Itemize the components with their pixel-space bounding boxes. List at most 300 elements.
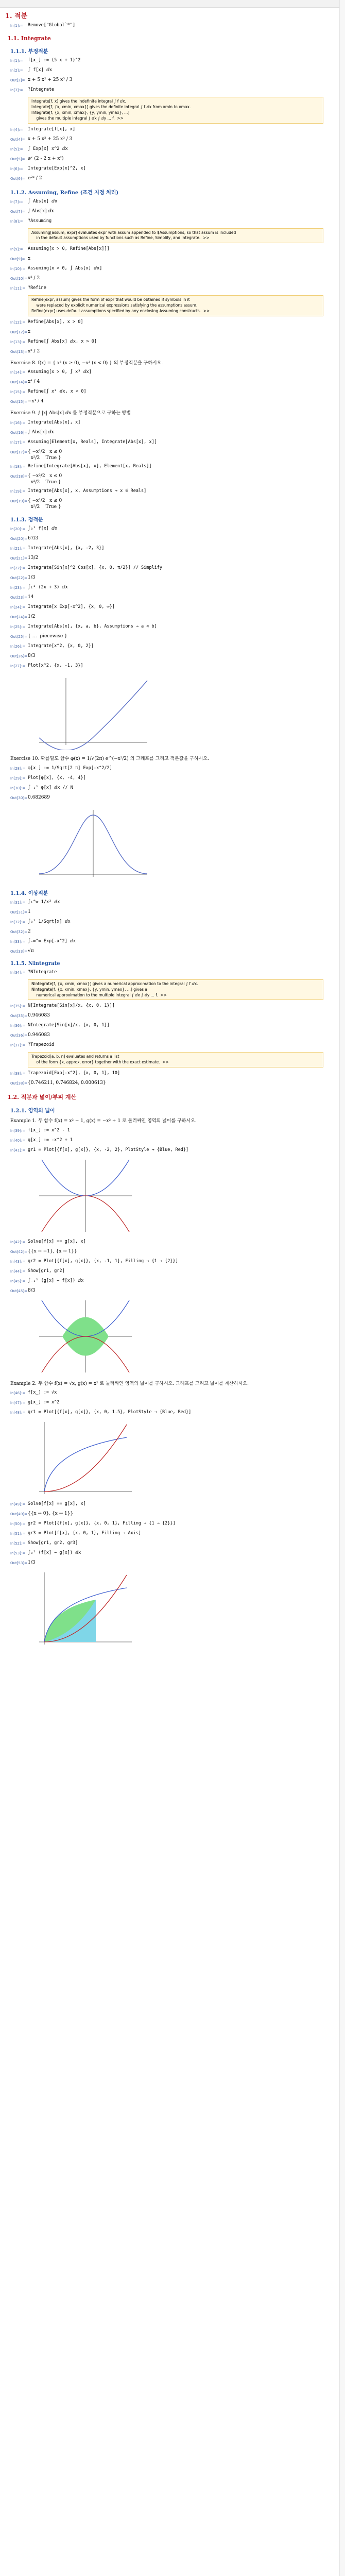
subsection-region-area: 1.2.1. 영역의 넓이	[10, 1108, 55, 1114]
cell-content[interactable]: Refine[Abs[x], x > 0]	[28, 319, 83, 325]
cell-content: x⁴ / 4	[28, 379, 40, 385]
parabola-graph	[34, 673, 152, 750]
cell-content[interactable]: Trapezoid[Exp[-x^2], {x, 0, 1}, 10]	[28, 1071, 120, 1076]
cell-content[interactable]: ∫₋₁¹ (g[x] − f[x]) ⅆx	[28, 1278, 84, 1283]
cell-content[interactable]: ?Trapezoid	[28, 1042, 55, 1048]
cell-content[interactable]: Integrate[Exp[x]^2, x]	[28, 165, 86, 171]
input-cell[interactable]	[10, 624, 337, 631]
cell-label: In[23]:=	[10, 586, 26, 590]
input-cell[interactable]	[10, 1071, 337, 1078]
cell-content[interactable]: Assuming[x > 0, Refine[Abs[x]]]	[28, 246, 110, 252]
cell-content[interactable]: φ[x_] := 1/Sqrt[2 π] Exp[-x^2/2]	[28, 765, 112, 771]
cell-group-m	[3, 1071, 337, 1088]
input-cell[interactable]	[10, 1239, 337, 1246]
sqrt-square-graph	[34, 1419, 137, 1497]
cell-label: In[43]:=	[10, 1259, 26, 1264]
input-cell[interactable]	[10, 643, 337, 651]
cell-content: 1/2	[28, 614, 36, 620]
cell-content[interactable]: ∫₋∞^∞ Exp[-x^2] ⅆx	[28, 938, 76, 944]
cell-label: In[22]:=	[10, 566, 26, 571]
notebook-document	[3, 7, 337, 1652]
cell-label: Out[23]=	[10, 596, 27, 600]
cell-label: In[16]:=	[10, 421, 26, 426]
output-cell[interactable]	[10, 536, 337, 543]
subsection-indefinite: 1.1.1. 부정적분	[10, 49, 48, 55]
input-cell[interactable]	[10, 785, 337, 792]
input-cell[interactable]	[10, 1531, 337, 1538]
cell-content[interactable]: Integrate[x Exp[-x^2], {x, 0, ∞}]	[28, 604, 115, 610]
two-parabolas-graph	[34, 1157, 137, 1234]
output-cell[interactable]	[10, 1249, 337, 1256]
cell-content[interactable]: Show[gr1, gr2, gr3]	[28, 1540, 78, 1546]
cell-content: 8/3	[28, 1287, 36, 1293]
output-cell[interactable]	[10, 1013, 337, 1020]
cell-content: 0.946083	[28, 1032, 50, 1038]
output-cell[interactable]	[10, 575, 337, 582]
plot-filled-region	[34, 1298, 337, 1377]
info-box-trapezoid: Trapezoid[a, b, n] evaluates and returns a list of the form {x, approx, error} together with the exact estimate. >>	[28, 1052, 323, 1067]
cell-label: Out[25]=	[10, 635, 27, 639]
cell-group-n	[3, 1128, 337, 1155]
cell-label: Out[45]=	[10, 1289, 27, 1293]
output-cell[interactable]	[10, 449, 337, 461]
cell-label: Out[24]=	[10, 615, 27, 620]
input-cell[interactable]	[10, 1390, 337, 1397]
cell-group-q	[3, 1501, 337, 1567]
cell-content: ⅇˣ (2 - 2 x + x²)	[28, 156, 64, 161]
input-cell[interactable]	[10, 546, 337, 553]
output-cell[interactable]	[10, 795, 337, 802]
input-cell[interactable]	[10, 766, 337, 773]
output-cell[interactable]	[10, 156, 337, 163]
cell-label: In[51]:=	[10, 1532, 26, 1536]
cell-content[interactable]: f[x_] := √x	[28, 1390, 57, 1396]
input-cell[interactable]	[10, 218, 337, 226]
cell-content: {0.746211, 0.746824, 0.000613}	[28, 1080, 106, 1086]
input-cell[interactable]	[10, 319, 337, 327]
output-cell[interactable]	[10, 176, 337, 183]
sqrt-square-filled-graph	[34, 1570, 137, 1647]
cell-label: In[11]:=	[10, 286, 26, 291]
cell-content: 1/3	[28, 575, 36, 581]
input-cell[interactable]	[10, 939, 337, 946]
output-cell[interactable]	[10, 634, 337, 641]
cell-label: Out[15]=	[10, 400, 27, 404]
cell-label: Out[22]=	[10, 576, 27, 581]
plot-normal	[34, 805, 337, 884]
cell-content[interactable]: Integrate[Abs[x], x, Assumptions → x ∈ Reals]	[28, 488, 147, 494]
input-cell[interactable]	[10, 604, 337, 612]
cell-label: Out[9]=	[10, 257, 25, 262]
cell-label: Out[36]=	[10, 1033, 27, 1038]
cell-content[interactable]: g[x_] := x^2	[28, 1400, 60, 1405]
exercise-10: Exercise 10. 확률밀도 함수 φ(x) = 1/√(2π) e^(−x²/2) 의 그래프를 그리고 적분값을 구하시오.	[10, 756, 209, 762]
cell-group-k	[3, 970, 337, 977]
input-cell[interactable]	[10, 1410, 337, 1417]
cell-content[interactable]: Integrate[x^2, {x, 0, 2}]	[28, 643, 94, 649]
cell-content[interactable]: Solve[f[x] == g[x], x]	[28, 1501, 86, 1507]
cell-group-g	[3, 420, 337, 510]
cell-content[interactable]: ∫ f[x] ⅆx	[28, 67, 52, 73]
cell-content: ∫ Abs[x] ⅆx	[28, 208, 54, 214]
cell-label: In[47]:=	[10, 1401, 26, 1405]
cell-content[interactable]: Assuming[Element[x, Reals], Integrate[Abs[x], x]]	[28, 439, 157, 445]
section-area: 1.2. 적분과 넓이/부피 계산	[7, 1094, 77, 1101]
top-cell[interactable]	[10, 23, 337, 30]
cell-group-f	[3, 369, 337, 406]
plot-parabola	[34, 673, 337, 752]
cell-label: Out[30]=	[10, 795, 27, 800]
output-cell[interactable]	[10, 555, 337, 563]
cell-label: Out[12]=	[10, 330, 27, 334]
cell-content[interactable]: f[x_] := x^2 - 1	[28, 1127, 70, 1133]
input-cell[interactable]	[10, 1521, 337, 1528]
cell-content: −x⁴ / 4	[28, 399, 44, 404]
input-cell[interactable]	[10, 246, 337, 253]
input-cell[interactable]	[10, 970, 337, 977]
cell-label: In[27]:=	[10, 664, 26, 669]
cell-group-b	[3, 127, 337, 183]
input-cell[interactable]	[10, 1268, 337, 1276]
cell-content[interactable]: gr2 = Plot[{f[x], g[x]}, {x, -1, 1}, Filling → {1 → {2}}]	[28, 1258, 178, 1264]
input-cell[interactable]	[10, 1003, 337, 1010]
cell-label: In[1]:=	[10, 24, 23, 28]
cell-content[interactable]: Plot[φ[x], {x, -4, 4}]	[28, 775, 86, 781]
cell-label: Out[2]=	[10, 78, 25, 82]
cell-label: In[39]:=	[10, 1128, 26, 1133]
input-cell[interactable]	[10, 1550, 337, 1557]
cell-content: 0.682689	[28, 794, 50, 800]
cell-content: { −x²/2 x ≤ 0 x²/2 True }	[28, 473, 62, 485]
output-cell[interactable]	[10, 209, 337, 216]
cell-label: In[49]:=	[10, 1502, 26, 1507]
cell-content[interactable]: Plot[x^2, {x, -1, 3}]	[28, 663, 83, 669]
cell-label: Out[33]=	[10, 949, 27, 954]
input-cell[interactable]	[10, 67, 337, 75]
input-cell[interactable]	[10, 389, 337, 396]
input-cell[interactable]	[10, 420, 337, 427]
cell-label: In[36]:=	[10, 1024, 26, 1028]
input-cell[interactable]	[10, 775, 337, 783]
plot-sqrt-square-filled	[34, 1570, 337, 1649]
cell-label: Out[7]=	[10, 209, 25, 214]
output-cell[interactable]	[10, 909, 337, 917]
input-cell[interactable]	[10, 1147, 337, 1155]
cell-label: Out[49]=	[10, 1512, 27, 1517]
cell-content: x² / 2	[28, 276, 40, 281]
cell-label: Out[5]=	[10, 157, 25, 161]
input-cell[interactable]	[10, 166, 337, 173]
subsection-assuming: 1.1.2. Assuming, Refine (조건 지정 처리)	[10, 190, 119, 196]
cell-label: In[44]:=	[10, 1269, 26, 1274]
cell-label: In[32]:=	[10, 920, 26, 924]
input-cell[interactable]	[10, 663, 337, 670]
cell-label: Out[38]=	[10, 1081, 27, 1086]
cell-label: In[34]:=	[10, 970, 26, 975]
input-cell[interactable]	[10, 585, 337, 592]
output-cell[interactable]	[10, 473, 337, 485]
cell-label: In[13]:=	[10, 340, 26, 344]
cell-content[interactable]: ∫ Abs[x] ⅆx	[28, 198, 58, 204]
output-cell[interactable]	[10, 276, 337, 283]
subsection-improper: 1.1.4. 이상적분	[10, 890, 48, 896]
cell-content[interactable]: Integrate[Abs[x], {x, a, b}, Assumptions → a < b]	[28, 624, 157, 630]
cell-content[interactable]: Integrate[Abs[x], {x, -2, 3}]	[28, 546, 105, 551]
cell-label: In[26]:=	[10, 645, 26, 649]
cell-label: In[33]:=	[10, 939, 26, 944]
input-cell[interactable]	[10, 1042, 337, 1049]
output-cell[interactable]	[10, 349, 337, 356]
cell-label: In[29]:=	[10, 776, 26, 781]
output-cell[interactable]	[10, 595, 337, 602]
cell-label: In[41]:=	[10, 1148, 26, 1153]
cell-content[interactable]: ∫₀¹ f[x] ⅆx	[28, 526, 58, 532]
input-cell[interactable]	[10, 369, 337, 377]
input-cell[interactable]	[10, 565, 337, 572]
input-cell[interactable]	[10, 488, 337, 496]
input-cell[interactable]	[10, 339, 337, 346]
info-box-refine: Refine[expr, assum] gives the form of expr that would be obtained if symbols in it were replaced by explicit numerical expressions satisfying the assumptions assum. Refine[expr] uses default assumptions specified by any enclosing Assuming constructs. >>	[28, 295, 323, 316]
input-cell[interactable]	[10, 1400, 337, 1407]
cell-content: x² / 2	[28, 348, 40, 354]
cell-label: Out[14]=	[10, 380, 27, 385]
cell-content[interactable]: Refine[∫ x³ ⅆx, x < 0]	[28, 389, 87, 395]
cell-label: In[21]:=	[10, 547, 26, 551]
cell-label: In[48]:=	[10, 1411, 26, 1415]
cell-content: ∫ Abs[x] ⅆx	[28, 430, 54, 435]
cell-label: Out[18]=	[10, 474, 27, 479]
cell-content[interactable]: Integrate[Abs[x], x]	[28, 420, 81, 426]
exercise-9: Exercise 9. ∫ |x| Abs[x] ⅆx 를 부정적분으로 구하는 방법	[10, 411, 131, 416]
subsection-definite: 1.1.3. 정적분	[10, 517, 43, 523]
cell-content[interactable]: ∫₋₁¹ φ[x] ⅆx // N	[28, 785, 73, 790]
cell-content[interactable]: Integrate[f[x], x]	[28, 126, 76, 132]
cell-content: { −x²/2 x ≤ 0 x²/2 True }	[28, 498, 62, 510]
cell-content[interactable]: ∫₁³ (2x + 3) ⅆx	[28, 585, 68, 590]
input-cell[interactable]	[10, 919, 337, 926]
cell-label: In[6]:=	[10, 166, 23, 171]
cell-label: In[7]:=	[10, 199, 23, 204]
input-cell[interactable]	[10, 1128, 337, 1135]
cell-content[interactable]: gr3 = Plot[f[x], {x, 0, 1}, Filling → Axis]	[28, 1531, 142, 1536]
cell-label: In[9]:=	[10, 247, 23, 252]
input-cell[interactable]	[10, 900, 337, 907]
cell-label: Out[21]=	[10, 556, 27, 561]
input-cell[interactable]	[10, 58, 337, 65]
cell-content: 14	[28, 595, 34, 600]
cell-content[interactable]: gr1 = Plot[{f[x], g[x]}, {x, -2, 2}, PlotStyle → {Blue, Red}]	[28, 1147, 189, 1153]
output-cell[interactable]	[10, 614, 337, 621]
cell-content: x + 5 x² + 25 x³ / 3	[28, 77, 73, 82]
input-cell[interactable]	[10, 1540, 337, 1548]
output-cell[interactable]	[10, 329, 337, 336]
example-2: Example 2. 두 함수 f(x) = √x, g(x) = x² 로 둘러싸인 영역의 넓이를 구하시오. 그래프를 그리고 넓이를 계산하시오.	[10, 1381, 249, 1386]
subsection-nintegrate: 1.1.5. NIntegrate	[10, 960, 60, 967]
cell-content[interactable]: gr2 = Plot[{f[x], g[x]}, {x, 0, 1}, Filling → {1 → {2}}]	[28, 1521, 176, 1527]
cell-content[interactable]: Refine[Integrate[Abs[x], x], Element[x, Reals]]	[28, 464, 152, 469]
cell-label: In[20]:=	[10, 527, 26, 532]
cell-content: { … piecewise }	[28, 634, 67, 639]
input-cell[interactable]	[10, 199, 337, 206]
cell-content[interactable]: N[Integrate[Sin[x]/x, {x, 0, 1}]]	[28, 1003, 115, 1009]
cell-content: 2	[28, 928, 31, 934]
cell-group-p	[3, 1390, 337, 1417]
cell-label: Out[6]=	[10, 176, 25, 181]
cell-label: Out[32]=	[10, 929, 27, 934]
cell-label: In[37]:=	[10, 1043, 26, 1048]
cell-content[interactable]: Solve[f[x] == g[x], x]	[28, 1239, 86, 1244]
normal-curve-graph	[34, 805, 152, 882]
cell-content[interactable]: Refine[∫ Abs[x] ⅆx, x > 0]	[28, 338, 97, 344]
cell-group-o	[3, 1239, 337, 1295]
input-cell[interactable]	[10, 266, 337, 273]
input-cell[interactable]	[10, 1501, 337, 1509]
cell-content: ⅇ²ˣ / 2	[28, 175, 42, 181]
input-cell[interactable]	[10, 285, 337, 293]
cell-content[interactable]: ∫ Exp[x] x^2 ⅆx	[28, 146, 68, 151]
input-cell[interactable]	[10, 1259, 337, 1266]
cell-label: In[14]:=	[10, 370, 26, 375]
output-cell[interactable]	[10, 948, 337, 956]
plot-two-parabolas	[34, 1157, 337, 1236]
cell-content: x	[28, 256, 31, 262]
cell-label: In[10]:=	[10, 267, 26, 272]
cell-content[interactable]: ?Integrate	[28, 87, 55, 92]
cell-label: In[52]:=	[10, 1541, 26, 1546]
output-cell[interactable]	[10, 77, 337, 84]
cell-label: In[38]:=	[10, 1072, 26, 1076]
cell-label: Out[35]=	[10, 1014, 27, 1019]
cell-label: Out[13]=	[10, 349, 27, 354]
input-cell[interactable]	[10, 526, 337, 533]
cell-content[interactable]: ?NIntegrate	[28, 969, 57, 975]
output-cell[interactable]	[10, 1288, 337, 1295]
info-box-assuming: Assuming[assum, expr] evaluates expr with assum appended to $Assumptions, so that assum is included in the default assumptions used by functions such as Refine, Simplify, and Integrate. >>	[28, 228, 323, 244]
cell-group-a	[3, 58, 337, 94]
output-cell[interactable]	[10, 1080, 337, 1088]
cell-group-l	[3, 1003, 337, 1049]
input-cell[interactable]	[10, 127, 337, 134]
cell-content[interactable]: ∫₀¹ (f[x] − g[x]) ⅆx	[28, 1550, 81, 1556]
cell-content: x	[28, 329, 31, 334]
cell-content[interactable]: Show[gr1, gr2]	[28, 1268, 65, 1274]
output-cell[interactable]	[10, 653, 337, 660]
cell-content[interactable]: gr1 = Plot[{f[x], g[x]}, {x, 0, 1.5}, PlotStyle → {Blue, Red}]	[28, 1410, 192, 1415]
cell-label: In[28]:=	[10, 766, 26, 771]
cell-group-e	[3, 319, 337, 356]
window-toolbar	[0, 0, 345, 8]
input-cell[interactable]	[10, 464, 337, 471]
cell-label: In[40]:=	[10, 1138, 26, 1143]
cell-content[interactable]: Assuming[x > 0, ∫ Abs[x] ⅆx]	[28, 266, 102, 272]
cell-content[interactable]: Integrate[Sin[x]^2 Cos[x], {x, 0, π/2}] // Simplify	[28, 565, 162, 571]
cell-label: Out[31]=	[10, 910, 27, 914]
plot-sqrt-square	[34, 1419, 337, 1498]
cell-label: In[46]:=	[10, 1391, 26, 1396]
output-cell[interactable]	[10, 399, 337, 406]
cell-label: Out[53]=	[10, 1561, 27, 1566]
cell-label: In[53]:=	[10, 1551, 26, 1556]
cell-content[interactable]: g[x_] := -x^2 + 1	[28, 1137, 73, 1143]
cell-content[interactable]: ?Refine	[28, 285, 46, 291]
output-cell[interactable]	[10, 430, 337, 437]
cell-label: Out[16]=	[10, 431, 27, 435]
cell-content: 1/3	[28, 1560, 36, 1566]
cell-bracket-rail[interactable]	[339, 0, 345, 2576]
cell-label: In[24]:=	[10, 605, 26, 610]
cell-label: In[45]:=	[10, 1279, 26, 1283]
input-cell[interactable]	[10, 1023, 337, 1030]
cell-label: In[19]:=	[10, 489, 26, 494]
input-cell[interactable]	[10, 1138, 337, 1145]
cell-content[interactable]: ∫₁^∞ 1/x² ⅆx	[28, 899, 60, 905]
filled-region-graph	[34, 1298, 137, 1375]
info-box-integrate: Integrate[f, x] gives the indefinite integral ∫ f ⅆx. Integrate[f, {x, xmin, xmax}] gives the definite integral ∫ f ⅆx from xmin to xmax. Integrate[f, {x, xmin, xmax}, {y, ymin, ymax}, ...] gives the multiple integral ∫ ⅆx ∫ ⅆy ... f. >>	[28, 97, 323, 124]
output-cell[interactable]	[10, 498, 337, 510]
output-cell[interactable]	[10, 137, 337, 144]
cell-label: In[2]:=	[10, 69, 23, 73]
cell-label: Out[42]=	[10, 1249, 27, 1254]
cell-group-h	[3, 526, 337, 670]
cell-label: In[50]:=	[10, 1522, 26, 1527]
cell-content[interactable]: NIntegrate[Sin[x]/x, {x, 0, 1}]	[28, 1023, 110, 1028]
output-cell[interactable]	[10, 1032, 337, 1040]
cell-label: In[1]:=	[10, 59, 23, 63]
cell-label: In[18]:=	[10, 465, 26, 469]
cell-label: Out[10]=	[10, 277, 27, 281]
cell-content: 0.946083	[28, 1013, 50, 1019]
cell-label: Out[19]=	[10, 499, 27, 503]
input-cell[interactable]	[10, 87, 337, 94]
cell-group-j	[3, 900, 337, 956]
input-cell[interactable]	[10, 1278, 337, 1285]
cell-code[interactable]: Remove["Global`*"]	[28, 23, 76, 28]
cell-label: In[17]:=	[10, 440, 26, 445]
input-cell[interactable]	[10, 439, 337, 447]
cell-content: {{x → −1}, {x → 1}}	[28, 1248, 77, 1254]
cell-label: Out[20]=	[10, 537, 27, 541]
cell-content: {{x → 0}, {x → 1}}	[28, 1511, 74, 1517]
cell-content[interactable]: Assuming[x > 0, ∫ x³ ⅆx]	[28, 369, 92, 375]
cell-content: 1	[28, 909, 31, 914]
cell-label: In[4]:=	[10, 127, 23, 132]
input-cell[interactable]	[10, 146, 337, 154]
cell-label: In[8]:=	[10, 219, 23, 224]
cell-label: Out[26]=	[10, 654, 27, 659]
cell-content: 13/2	[28, 555, 39, 561]
output-cell[interactable]	[10, 1511, 337, 1518]
output-cell[interactable]	[10, 929, 337, 936]
output-cell[interactable]	[10, 1560, 337, 1567]
cell-content[interactable]: ∫₀¹ 1/Sqrt[x] ⅆx	[28, 919, 71, 924]
output-cell[interactable]	[10, 379, 337, 386]
output-cell[interactable]	[10, 256, 337, 263]
cell-label: In[25]:=	[10, 625, 26, 630]
cell-label: In[3]:=	[10, 88, 23, 92]
cell-group-c	[3, 199, 337, 226]
cell-content: x + 5 x² + 25 x³ / 3	[28, 136, 73, 142]
cell-content: { −x²/2 x ≤ 0 x²/2 True }	[28, 449, 62, 461]
cell-label: In[30]:=	[10, 786, 26, 790]
cell-content[interactable]: ?Assuming	[28, 218, 52, 224]
cell-label: Out[4]=	[10, 137, 25, 142]
cell-content[interactable]: f[x_] := (5 x + 1)^2	[28, 58, 81, 63]
cell-content: √π	[28, 948, 34, 954]
cell-label: In[15]:=	[10, 390, 26, 395]
example-1: Example 1. 두 함수 f(x) = x² − 1, g(x) = −x² + 1 로 둘러싸인 영역의 넓이를 구하시오.	[10, 1118, 197, 1124]
cell-content: 8/3	[28, 653, 36, 659]
cell-label: In[35]:=	[10, 1004, 26, 1009]
